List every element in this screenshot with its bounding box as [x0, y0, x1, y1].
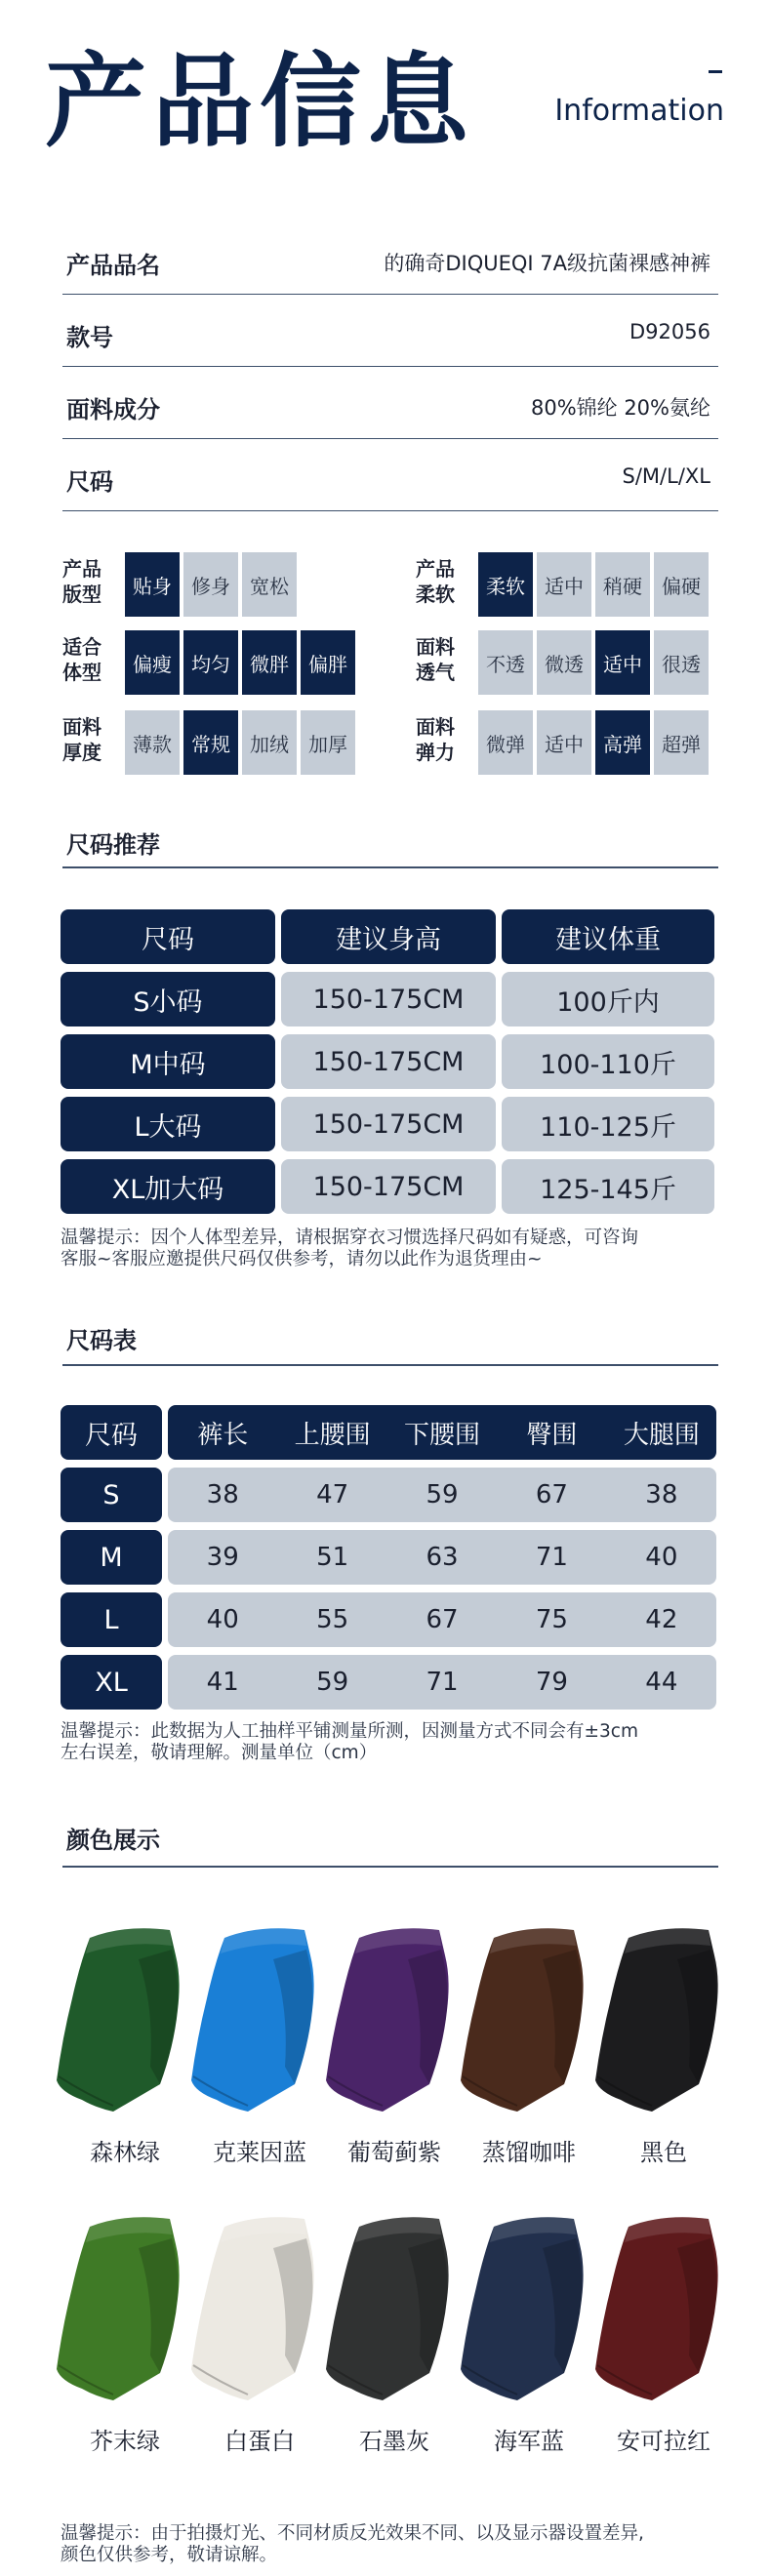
color-name: 克莱因蓝 [213, 2139, 306, 2166]
weight-cell: 110-125斤 [502, 1097, 714, 1151]
note-line: 温馨提示：因个人体型差异，请根据穿衣习惯选择尺码如有疑惑，可咨询 [61, 1228, 639, 1248]
table-header-cell: 建议体重 [502, 909, 714, 964]
colors-note [61, 2523, 724, 2566]
attr-chips [125, 552, 297, 617]
note-line: 左右误差，敬请理解。测量单位（cm） [61, 1743, 378, 1763]
color-swatch[interactable] [461, 1920, 597, 2174]
section-divider [62, 866, 718, 868]
table-row-values [168, 1530, 716, 1585]
attr-option-chip: 适中 [537, 710, 591, 775]
attr-option-chip: 偏胖 [301, 630, 355, 695]
attr-option-chip: 超弹 [654, 710, 709, 775]
note-line: 颜色仅供参考，敬请谅解。 [61, 2545, 278, 2565]
attr-label-line: 面料 [416, 715, 455, 739]
attr-option-chip: 柔软 [478, 552, 533, 617]
shorts-image [57, 2209, 193, 2414]
attr-option-chip: 加厚 [301, 710, 355, 775]
size-cell: M中码 [61, 1034, 275, 1089]
note-line: 客服~客服应邀提供尺码仅供参考，请勿以此作为退货理由~ [61, 1249, 543, 1269]
attr-option-chip: 均匀 [183, 630, 238, 695]
table-cell: 59 [316, 1668, 349, 1697]
info-value: D92056 [629, 320, 710, 343]
size-cell: L大码 [61, 1097, 275, 1151]
size-recommend-table [61, 909, 714, 1222]
table-row [61, 1592, 716, 1647]
attr-label-line: 面料 [416, 635, 455, 659]
table-header-cell: 下腰围 [404, 1420, 481, 1450]
attr-option-chip: 适中 [537, 552, 591, 617]
attr-option-chip: 微透 [537, 630, 591, 695]
table-cell: 67 [426, 1605, 459, 1634]
size-cell: S [61, 1468, 162, 1522]
weight-cell: 125-145斤 [502, 1159, 714, 1214]
table-header-cell: 上腰围 [294, 1420, 371, 1450]
table-row [61, 1097, 714, 1151]
table-cell: 59 [426, 1480, 459, 1509]
attr-label-line: 体型 [62, 661, 101, 684]
color-name: 海军蓝 [494, 2428, 564, 2455]
attr-option-chip: 不透 [478, 630, 533, 695]
attr-label-line: 柔软 [416, 583, 455, 606]
table-cell: 79 [535, 1668, 568, 1697]
shorts-image [191, 2209, 328, 2414]
height-cell: 150-175CM [281, 1159, 496, 1214]
attr-label-line: 厚度 [62, 741, 101, 764]
color-name: 黑色 [640, 2139, 687, 2166]
color-swatch[interactable] [595, 1920, 732, 2174]
color-name: 森林绿 [90, 2139, 160, 2166]
color-name: 白蛋白 [224, 2428, 295, 2455]
shorts-image [461, 2209, 597, 2414]
table-cell: 44 [645, 1668, 678, 1697]
table-cell: 71 [426, 1668, 459, 1697]
header [0, 0, 771, 195]
table-row-values [168, 1592, 716, 1647]
attr-label [416, 714, 474, 765]
table-header-cell: 裤长 [197, 1420, 249, 1450]
attr-label-line: 适合 [62, 635, 101, 659]
table-cell: 39 [206, 1543, 239, 1572]
attr-option-chip: 高弹 [595, 710, 650, 775]
table-cell: 40 [645, 1543, 678, 1572]
note-line: 温馨提示：由于拍摄灯光、不同材质反光效果不同、以及显示器设置差异, [61, 2523, 644, 2544]
page-subtitle: Information [554, 94, 724, 128]
table-header-cell: 臀围 [526, 1420, 578, 1450]
height-cell: 150-175CM [281, 1034, 496, 1089]
shorts-image [326, 1920, 463, 2125]
attr-option-chip: 修身 [183, 552, 238, 617]
shorts-image [191, 1920, 328, 2125]
size-recommend-note [61, 1228, 724, 1270]
attr-option-chip: 宽松 [242, 552, 297, 617]
table-row [61, 1159, 714, 1214]
table-row [61, 1468, 716, 1522]
shorts-image [595, 2209, 732, 2414]
attr-label-line: 产品 [416, 557, 455, 581]
attr-label [416, 556, 474, 607]
table-header-row [61, 909, 714, 964]
attr-option-chip: 偏瘦 [125, 630, 180, 695]
color-swatch[interactable] [191, 2209, 328, 2463]
table-header-row [61, 1405, 716, 1460]
attr-label-line: 弹力 [416, 741, 455, 764]
attr-chips [125, 710, 355, 775]
table-header-cell: 大腿围 [623, 1420, 700, 1450]
weight-cell: 100-110斤 [502, 1034, 714, 1089]
size-cell: XL [61, 1655, 162, 1710]
info-value: S/M/L/XL [622, 464, 710, 488]
section-divider [62, 1364, 718, 1366]
table-header-cell: 尺码 [61, 909, 275, 964]
color-name: 安可拉红 [617, 2428, 710, 2455]
color-swatch[interactable] [326, 1920, 463, 2174]
shorts-image [461, 1920, 597, 2125]
info-value: 80%锦纶 20%氨纶 [530, 396, 710, 420]
color-name: 葡萄蓟紫 [347, 2139, 441, 2166]
table-row [61, 972, 714, 1026]
table-cell: 42 [645, 1605, 678, 1634]
color-swatch[interactable] [326, 2209, 463, 2463]
color-name: 芥末绿 [90, 2428, 160, 2455]
size-chart-table [61, 1405, 716, 1717]
height-cell: 150-175CM [281, 972, 496, 1026]
table-cell: 51 [316, 1543, 349, 1572]
title-accent-dash [709, 70, 722, 73]
attr-option-chip: 薄款 [125, 710, 180, 775]
note-line: 温馨提示：此数据为人工抽样平铺测量所测，因测量方式不同会有±3cm [61, 1721, 638, 1742]
shorts-image [326, 2209, 463, 2414]
table-cell: 40 [206, 1605, 239, 1634]
section-title-size-chart: 尺码表 [66, 1327, 137, 1354]
shorts-image [57, 1920, 193, 2125]
table-cell: 67 [535, 1480, 568, 1509]
attr-option-chip: 加绒 [242, 710, 297, 775]
attr-label-line: 透气 [416, 661, 455, 684]
color-swatch[interactable] [57, 1920, 193, 2174]
info-label: 款号 [66, 324, 113, 351]
table-cell: 63 [426, 1543, 459, 1572]
table-header-cell: 尺码 [61, 1405, 162, 1460]
attr-option-chip: 稍硬 [595, 552, 650, 617]
color-name: 蒸馏咖啡 [482, 2139, 576, 2166]
attr-label [62, 634, 121, 685]
section-title-size-recommend: 尺码推荐 [66, 831, 160, 859]
info-row-product-name [62, 222, 718, 295]
table-row [61, 1655, 716, 1710]
table-cell: 41 [206, 1668, 239, 1697]
attr-option-chip: 微弹 [478, 710, 533, 775]
info-row-fabric [62, 367, 718, 439]
size-cell: M [61, 1530, 162, 1585]
weight-cell: 100斤内 [502, 972, 714, 1026]
table-header-values [168, 1405, 716, 1460]
size-chart-note [61, 1721, 724, 1764]
size-cell: XL加大码 [61, 1159, 275, 1214]
info-label: 产品品名 [66, 252, 160, 279]
page-title: 产品信息 [45, 42, 475, 161]
attr-label [62, 556, 121, 607]
attr-label-line: 产品 [62, 557, 101, 581]
attr-label-line: 版型 [62, 583, 101, 606]
info-label: 尺码 [66, 468, 113, 496]
attr-chips [478, 552, 709, 617]
attr-option-chip: 适中 [595, 630, 650, 695]
table-cell: 47 [316, 1480, 349, 1509]
section-divider [62, 1866, 718, 1868]
table-cell: 71 [535, 1543, 568, 1572]
attr-option-chip: 偏硬 [654, 552, 709, 617]
attr-option-chip: 很透 [654, 630, 709, 695]
table-cell: 38 [206, 1480, 239, 1509]
height-cell: 150-175CM [281, 1097, 496, 1151]
attr-label [62, 714, 121, 765]
color-swatch[interactable] [191, 1920, 328, 2174]
attr-option-chip: 贴身 [125, 552, 180, 617]
color-swatch[interactable] [595, 2209, 732, 2463]
info-value: 的确奇DIQUEQI 7A级抗菌裸感神裤 [384, 252, 710, 275]
attr-label [416, 634, 474, 685]
info-label: 面料成分 [66, 396, 160, 423]
info-row-sizes [62, 439, 718, 511]
table-cell: 75 [535, 1605, 568, 1634]
shorts-image [595, 1920, 732, 2125]
table-cell: 55 [316, 1605, 349, 1634]
color-swatch[interactable] [461, 2209, 597, 2463]
table-row-values [168, 1468, 716, 1522]
attr-chips [125, 630, 355, 695]
table-header-cell: 建议身高 [281, 909, 496, 964]
section-title-colors: 颜色展示 [66, 1827, 160, 1854]
attr-chips [478, 630, 709, 695]
table-row [61, 1530, 716, 1585]
color-swatch[interactable] [57, 2209, 193, 2463]
attr-chips [478, 710, 709, 775]
attr-option-chip: 微胖 [242, 630, 297, 695]
info-row-style-number [62, 295, 718, 367]
table-row-values [168, 1655, 716, 1710]
color-name: 石墨灰 [359, 2428, 429, 2455]
attr-option-chip: 常规 [183, 710, 238, 775]
size-cell: S小码 [61, 972, 275, 1026]
attr-label-line: 面料 [62, 715, 101, 739]
size-cell: L [61, 1592, 162, 1647]
table-row [61, 1034, 714, 1089]
table-cell: 38 [645, 1480, 678, 1509]
